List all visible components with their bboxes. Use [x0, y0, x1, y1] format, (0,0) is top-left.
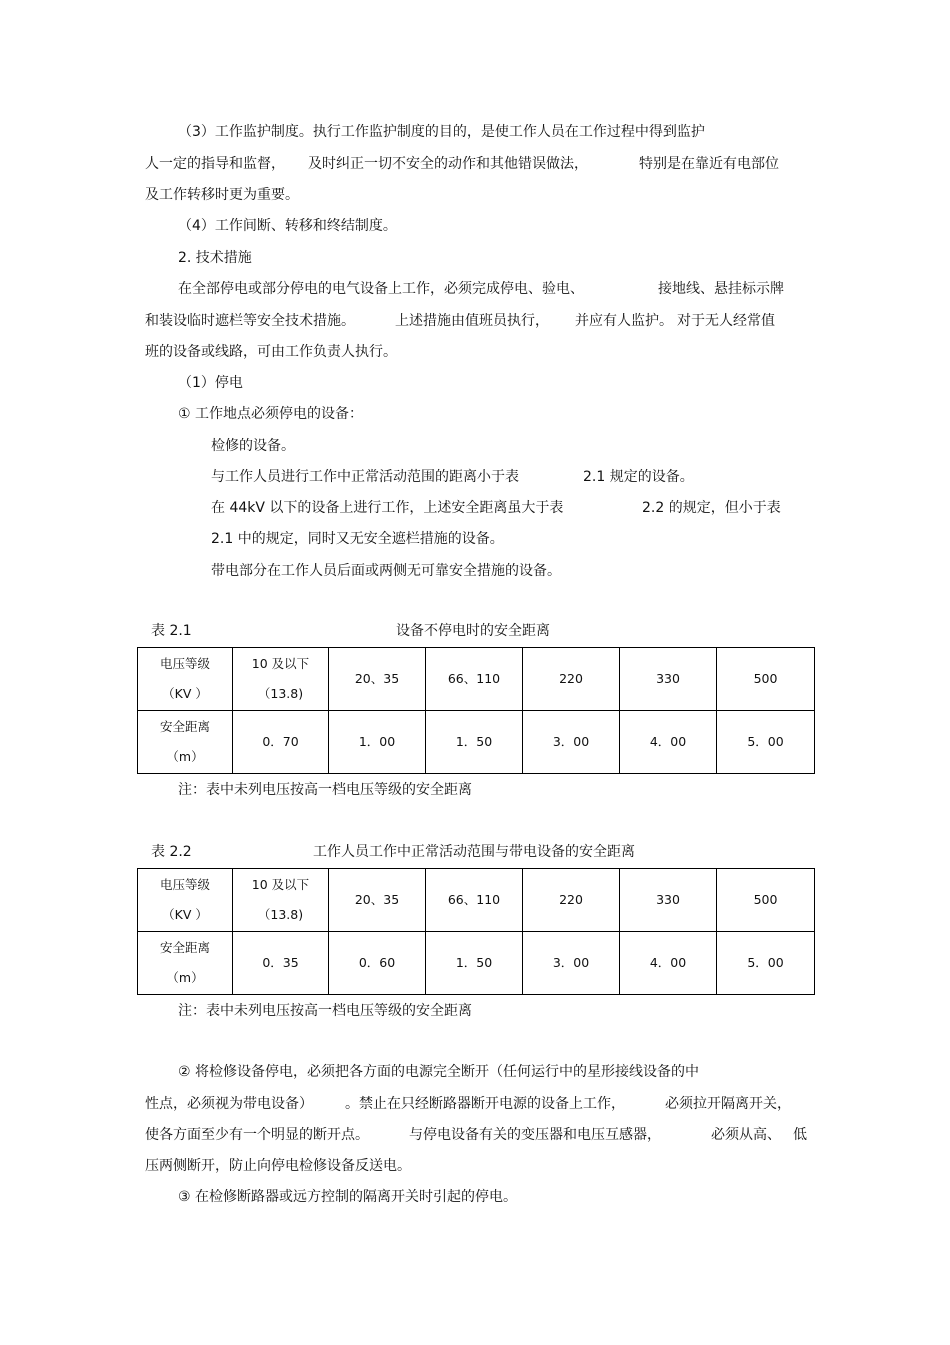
- table2-cell-distance-6: 5．00: [717, 932, 815, 995]
- intro-line-3: 班的设备或线路，可由工作负责人执行。: [145, 344, 397, 360]
- p3-seg-1: 人一定的指导和监督，: [145, 156, 285, 172]
- list-item-3-seg-2: 2.2 的规定，但小于表: [642, 500, 781, 516]
- table1-cell-distance-1: 0．70: [233, 711, 329, 774]
- item2-seg-6: 必须从高、: [711, 1127, 781, 1143]
- table1-cell-voltage-5: 330: [620, 648, 717, 711]
- table1-cell-distance-5: 4．00: [620, 711, 717, 774]
- table2-cell-distance-2: 0．60: [329, 932, 426, 995]
- paragraph-3-line-3: 及工作转移时更为重要。: [145, 187, 299, 203]
- p3-seg-2: 及时纠正一切不安全的动作和其他错误做法，: [308, 156, 588, 172]
- table2-cell-voltage-2: 20、35: [329, 869, 426, 932]
- list-item-2-seg-2: 2.1 规定的设备。: [583, 469, 694, 485]
- item-2-line-1: ② 将检修设备停电，必须把各方面的电源完全断开（任何运行中的星形接线设备的中: [178, 1064, 699, 1080]
- table2-cell-voltage-1: 10 及以下 （13.8): [233, 869, 329, 932]
- table2-header-distance: 安全距离 （m）: [138, 932, 233, 995]
- table2: [137, 868, 815, 995]
- table1-note: 注：表中未列电压按高一档电压等级的安全距离: [178, 782, 472, 798]
- table1-label: 表 2.1: [151, 623, 192, 639]
- item-2-line-4: 压两侧断开，防止向停电检修设备反送电。: [145, 1158, 411, 1174]
- subheading-power-off: （1）停电: [178, 375, 243, 391]
- table2-label: 表 2.2: [151, 844, 192, 860]
- item2-seg-4: 使各方面至少有一个明显的断开点。: [145, 1127, 369, 1143]
- table2-title: 工作人员工作中正常活动范围与带电设备的安全距离: [313, 844, 635, 860]
- list-item-3-seg-1: 在 44kV 以下的设备上进行工作，上述安全距离虽大于表: [211, 500, 564, 516]
- table2-cell-distance-5: 4．00: [620, 932, 717, 995]
- heading-technical-measures: 2. 技术措施: [178, 250, 252, 266]
- table1-row-voltage: [138, 648, 815, 711]
- intro-seg-2: 接地线、悬挂标示牌: [658, 281, 784, 297]
- table1-cell-distance-2: 1．00: [329, 711, 426, 774]
- table2-row-voltage: [138, 869, 815, 932]
- item2-seg-1: 性点，必须视为带电设备）: [145, 1096, 313, 1112]
- table2-cell-distance-4: 3．00: [523, 932, 620, 995]
- table1-cell-voltage-6: 500: [717, 648, 815, 711]
- item2-seg-3: 必须拉开隔离开关，: [665, 1096, 791, 1112]
- table1-cell-voltage-2: 20、35: [329, 648, 426, 711]
- intro-seg-1: 在全部停电或部分停电的电气设备上工作，必须完成停电、验电、: [178, 281, 584, 297]
- item2-seg-2: 。禁止在只经断路器断开电源的设备上工作，: [345, 1096, 625, 1112]
- table2-cell-voltage-5: 330: [620, 869, 717, 932]
- paragraph-4: （4）工作间断、转移和终结制度。: [178, 218, 397, 234]
- table1-cell-distance-3: 1．50: [426, 711, 523, 774]
- table1-header-voltage: 电压等级 （KV ）: [138, 648, 233, 711]
- table2-row-distance: [138, 932, 815, 995]
- table2-cell-voltage-6: 500: [717, 869, 815, 932]
- table2-cell-voltage-4: 220: [523, 869, 620, 932]
- p3-seg-3: 特别是在靠近有电部位: [639, 156, 779, 172]
- intro-seg-6: 对于无人经常值: [677, 313, 775, 329]
- table1-cell-distance-4: 3．00: [523, 711, 620, 774]
- table2-cell-distance-1: 0．35: [233, 932, 329, 995]
- item2-seg-5: 与停电设备有关的变压器和电压互感器，: [409, 1127, 661, 1143]
- table2-cell-voltage-3: 66、110: [426, 869, 523, 932]
- table1-cell-voltage-4: 220: [523, 648, 620, 711]
- table2-header-voltage: 电压等级 （KV ）: [138, 869, 233, 932]
- table2-cell-distance-3: 1．50: [426, 932, 523, 995]
- table2-note: 注：表中未列电压按高一档电压等级的安全距离: [178, 1003, 472, 1019]
- table1-title: 设备不停电时的安全距离: [396, 623, 550, 639]
- table1-row-distance: [138, 711, 815, 774]
- paragraph-3-line-1: （3）工作监护制度。执行工作监护制度的目的，是使工作人员在工作过程中得到监护: [178, 124, 705, 140]
- table1-header-distance: 安全距离 （m）: [138, 711, 233, 774]
- list-item-3-cont: 2.1 中的规定，同时又无安全遮栏措施的设备。: [211, 531, 504, 547]
- item2-seg-7: 低: [793, 1127, 807, 1143]
- intro-seg-5: 并应有人监护。: [575, 313, 673, 329]
- table1-cell-voltage-1: 10 及以下 （13.8): [233, 648, 329, 711]
- list-item-2-seg-1: 与工作人员进行工作中正常活动范围的距离小于表: [211, 469, 519, 485]
- table1-cell-voltage-3: 66、110: [426, 648, 523, 711]
- item-1: ① 工作地点必须停电的设备：: [178, 406, 364, 422]
- intro-seg-3: 和装设临时遮栏等安全技术措施。: [145, 313, 355, 329]
- table1-cell-distance-6: 5．00: [717, 711, 815, 774]
- item-3: ③ 在检修断路器或远方控制的隔离开关时引起的停电。: [178, 1189, 517, 1205]
- list-item-1: 检修的设备。: [211, 438, 295, 454]
- table1: [137, 647, 815, 774]
- list-item-4: 带电部分在工作人员后面或两侧无可靠安全措施的设备。: [211, 563, 561, 579]
- intro-seg-4: 上述措施由值班员执行，: [395, 313, 549, 329]
